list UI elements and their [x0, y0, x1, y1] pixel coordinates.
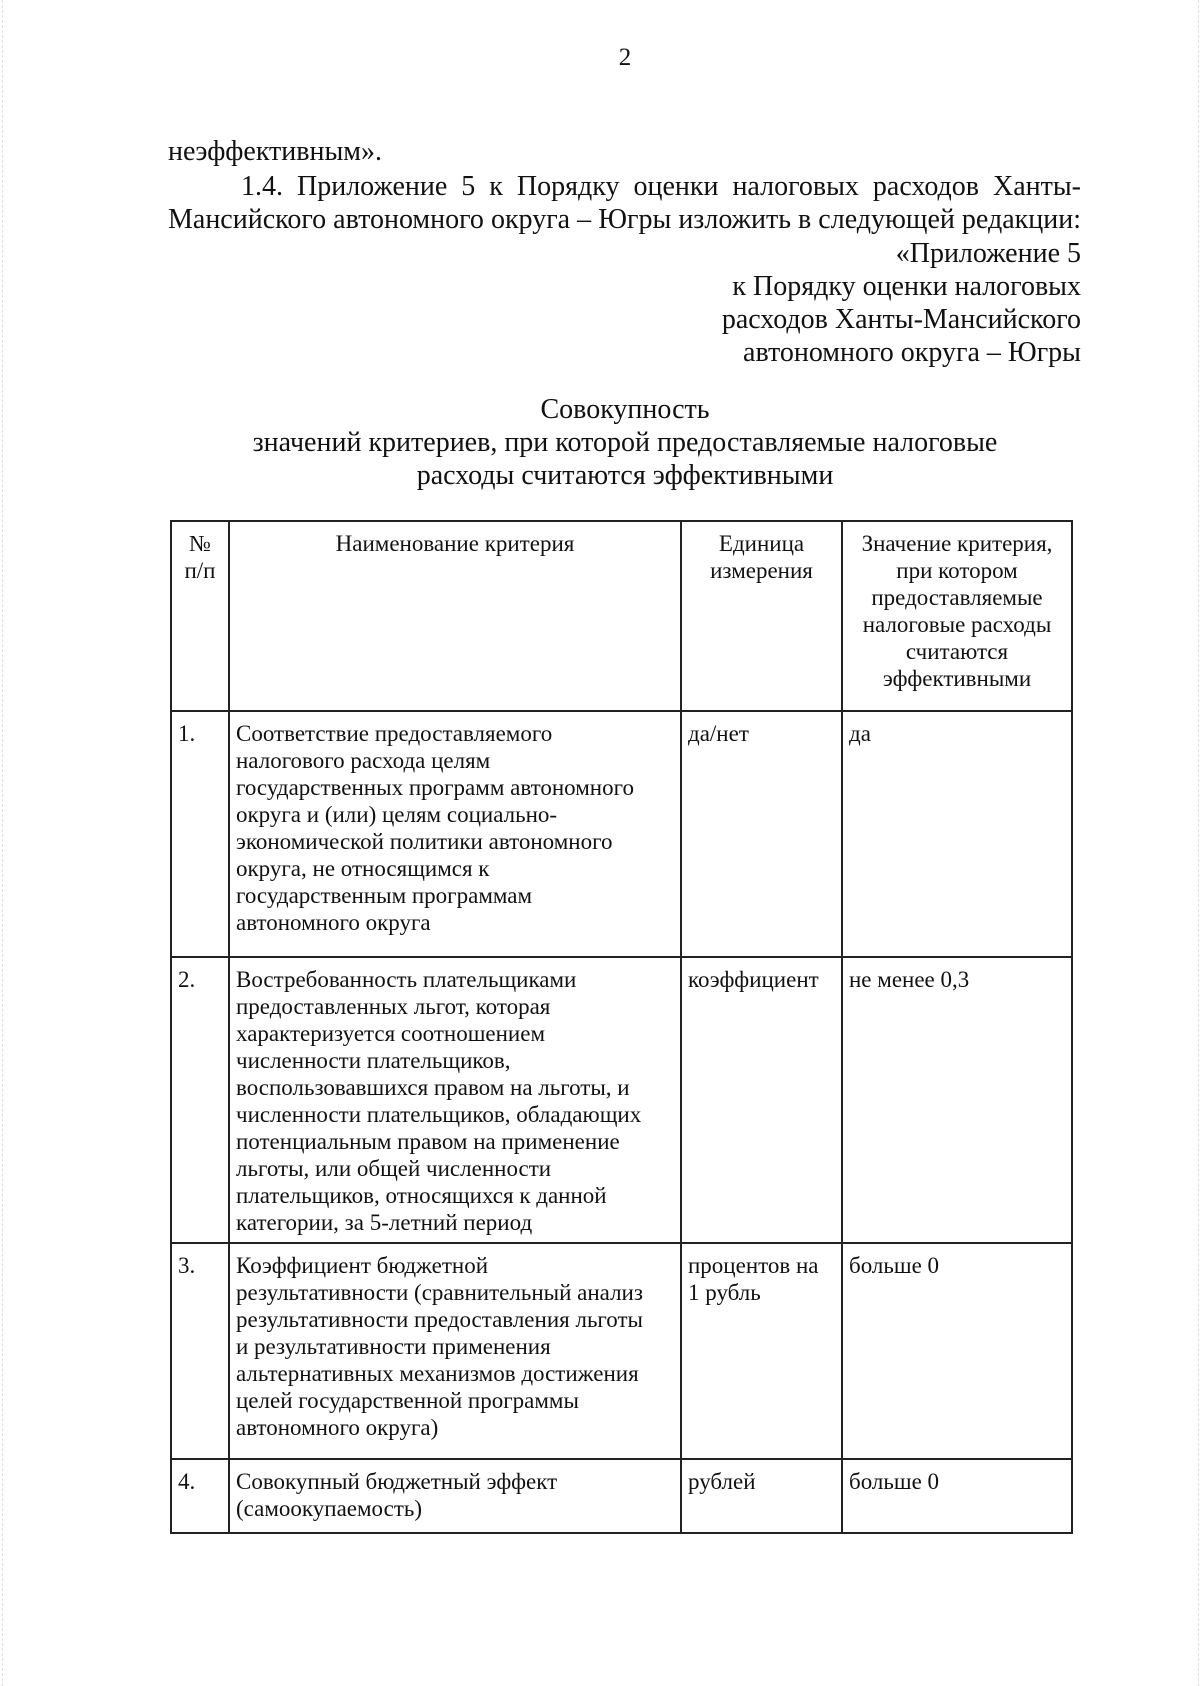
unit-of-measure: рублей [681, 1459, 842, 1533]
page-number: 2 [618, 44, 632, 71]
header-criterion-value: Значение критерия, при котором предоставляемые налоговые расходы считаются эффективными [842, 521, 1072, 711]
row-number: 1. [171, 711, 229, 957]
header-criterion-name: Наименование критерия [229, 521, 681, 711]
intro-line-1: неэффективным». [168, 136, 383, 167]
unit-of-measure: коэффициент [681, 957, 842, 1243]
intro-line-3: Мансийского автономного округа – Югры изложить в следующей редакции: [168, 204, 1081, 235]
scan-edge-right [1194, 0, 1199, 1686]
scan-edge-left [2, 0, 7, 1686]
criterion-value: да [842, 711, 1072, 957]
criterion-name: Соответствие предоставляемого налогового расхода целям государственных программ автономного округа и (или) целям социально- экономической политики автономного округа, не относящимся к государственным программам автономного округа [229, 711, 681, 957]
criterion-value: больше 0 [842, 1459, 1072, 1533]
title-line-3: расходы считаются эффективными [416, 460, 834, 491]
table-row [171, 957, 1072, 1243]
criteria-table [170, 520, 1073, 1534]
appendix-ref-line-4: автономного округа – Югры [743, 337, 1081, 368]
title-line-2: значений критериев, при которой предоставляемые налоговые [252, 427, 998, 458]
appendix-ref-line-1: «Приложение 5 [895, 238, 1081, 269]
table-row [171, 711, 1072, 957]
table-header-row [171, 521, 1072, 711]
intro-line-2: 1.4. Приложение 5 к Порядку оценки налоговых расходов Ханты- [241, 171, 1081, 202]
criterion-value: не менее 0,3 [842, 957, 1072, 1243]
title-line-1: Совокупность [540, 394, 710, 425]
table-row [171, 1243, 1072, 1459]
header-unit: Единица измерения [681, 521, 842, 711]
criterion-value: больше 0 [842, 1243, 1072, 1459]
criterion-name: Востребованность плательщиками предоставленных льгот, которая характеризуется соотношением численности плательщиков, воспользовавшихся правом на льготы, и численности плательщиков, обладающих потенциальным правом на применение льготы, или общей численности плательщиков, относящихся к данной категории, за 5-летний период [229, 957, 681, 1243]
row-number: 3. [171, 1243, 229, 1459]
appendix-ref-line-2: к Порядку оценки налоговых [732, 271, 1081, 302]
row-number: 2. [171, 957, 229, 1243]
table-row [171, 1459, 1072, 1533]
table-title [170, 393, 1080, 492]
unit-of-measure: да/нет [681, 711, 842, 957]
criterion-name: Коэффициент бюджетной результативности (сравнительный анализ результативности предоставления льготы и результативности применения альтернативных механизмов достижения целей государственной программы автономного округа) [229, 1243, 681, 1459]
row-number: 4. [171, 1459, 229, 1533]
criterion-name: Совокупный бюджетный эффект (самоокупаемость) [229, 1459, 681, 1533]
unit-of-measure: процентов на 1 рубль [681, 1243, 842, 1459]
appendix-ref-line-3: расходов Ханты-Мансийского [721, 304, 1081, 335]
header-number: № п/п [171, 521, 229, 711]
